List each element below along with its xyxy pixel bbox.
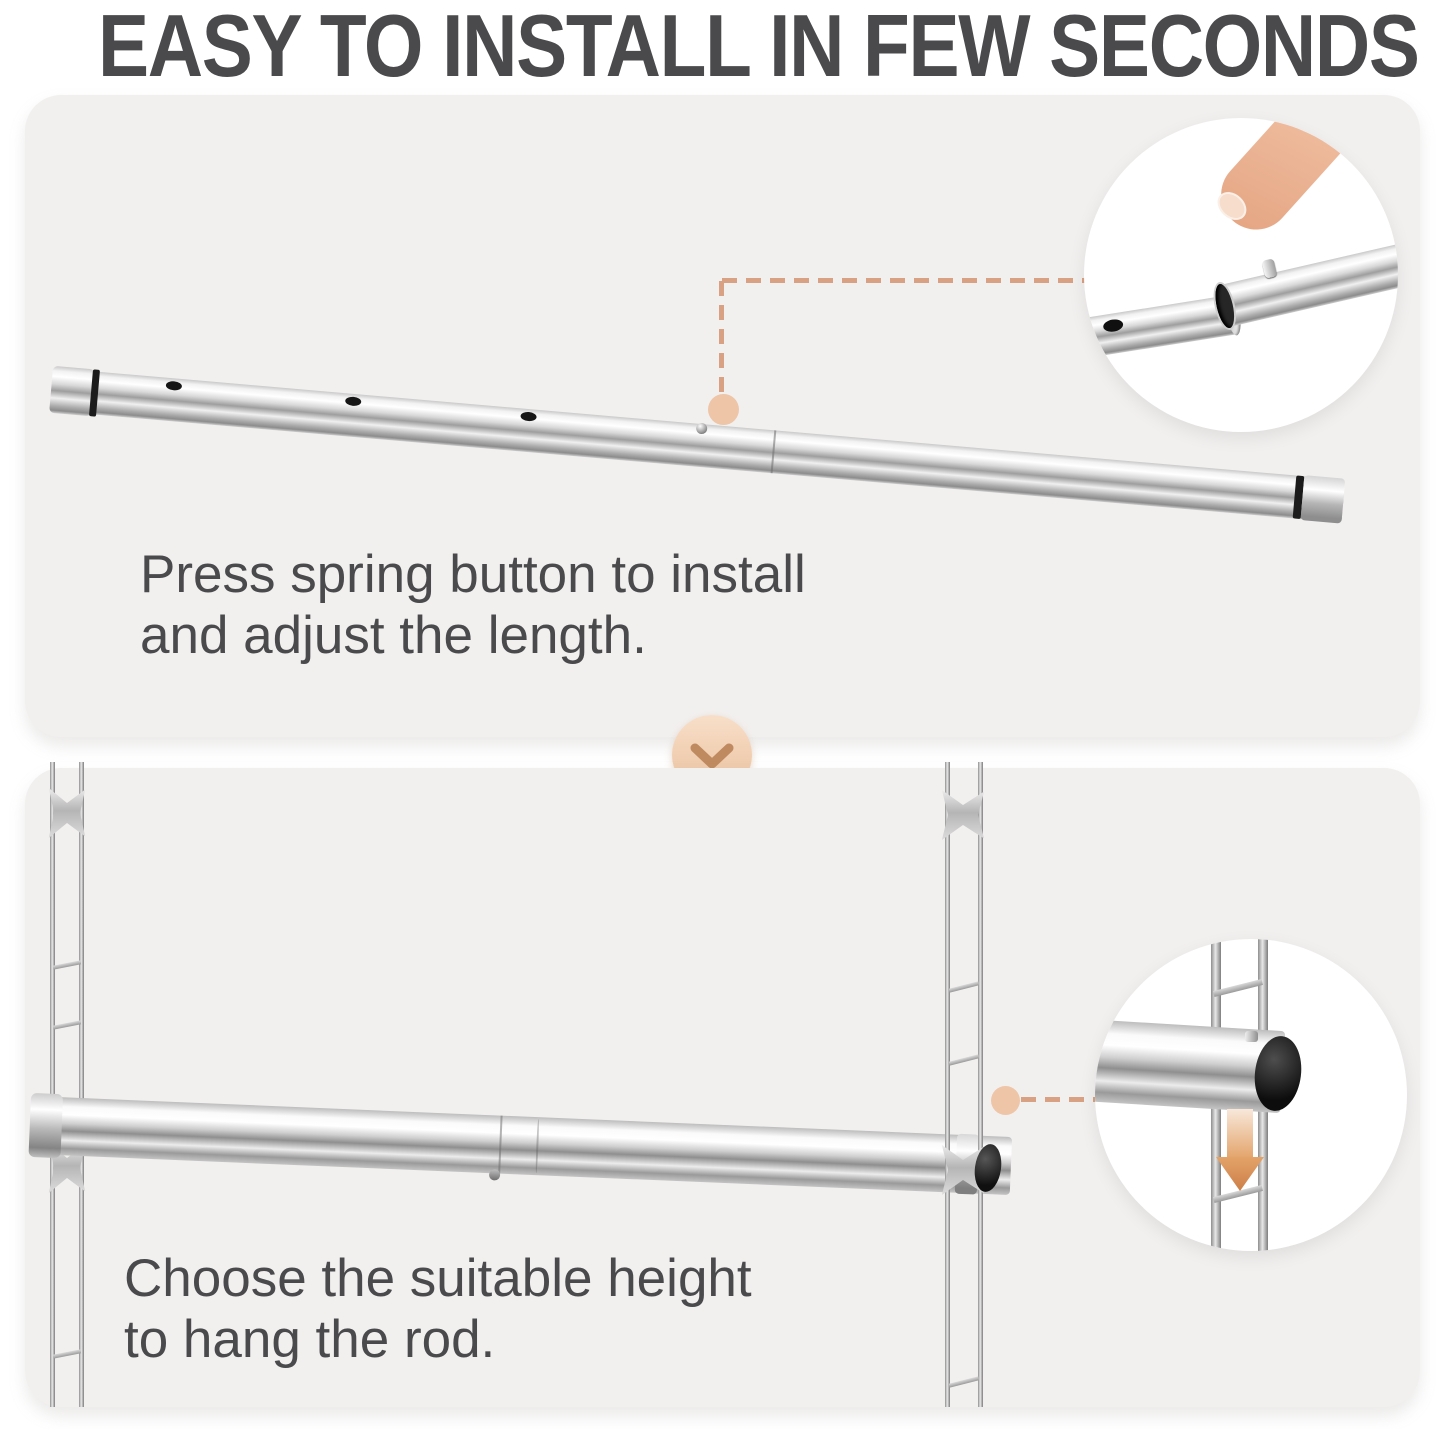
step1-caption-line2: and adjust the length. bbox=[140, 606, 647, 665]
step1-caption-line1: Press spring button to install bbox=[140, 545, 806, 604]
callout-dot bbox=[991, 1086, 1020, 1115]
step2-inset-circle bbox=[1095, 939, 1407, 1251]
rod-telescope-joint bbox=[771, 430, 777, 473]
wire-upright-right bbox=[941, 762, 985, 1407]
step2-caption bbox=[124, 1248, 752, 1370]
tube-overlap-seam bbox=[535, 1119, 539, 1173]
upright-rail bbox=[945, 762, 950, 1407]
rod-right-cap bbox=[1301, 475, 1346, 523]
rod-adjustment-hole bbox=[345, 396, 362, 406]
upright-rung bbox=[53, 1020, 81, 1029]
upright-rung bbox=[53, 960, 81, 969]
page-title: EASY TO INSTALL IN FEW SECONDS bbox=[98, 0, 1419, 95]
rod-telescope-joint bbox=[498, 1116, 502, 1174]
step2-caption-line2: to hang the rod. bbox=[124, 1310, 496, 1369]
spring-pin bbox=[1262, 258, 1278, 278]
callout-dot bbox=[708, 394, 739, 425]
tube-hole bbox=[1102, 318, 1124, 333]
upright-rung bbox=[949, 981, 979, 992]
upright-rail bbox=[79, 762, 84, 1407]
upright-rail bbox=[50, 762, 55, 1407]
wire-upright-left bbox=[48, 762, 86, 1407]
rod-adjustment-hole bbox=[166, 381, 183, 391]
step1-caption bbox=[140, 544, 806, 666]
upright-rail bbox=[978, 762, 983, 1407]
step1-inset-circle bbox=[1084, 118, 1398, 432]
upright-rung bbox=[949, 1376, 979, 1387]
upright-rung bbox=[53, 1349, 81, 1358]
upright-rung bbox=[949, 1054, 979, 1065]
spring-button bbox=[696, 423, 708, 435]
callout-line-horizontal bbox=[722, 278, 1088, 283]
spring-pin bbox=[1245, 1031, 1258, 1042]
step2-caption-line1: Choose the suitable height bbox=[124, 1249, 752, 1308]
rod-left-cap bbox=[49, 366, 95, 416]
rod-adjustment-hole bbox=[520, 411, 537, 421]
rod-left-ferrule bbox=[28, 1093, 63, 1158]
callout-line-vertical bbox=[719, 281, 724, 395]
rod-tube-right bbox=[1214, 235, 1398, 329]
down-arrow-shaft bbox=[1227, 1109, 1253, 1159]
callout-line-horizontal bbox=[1021, 1097, 1095, 1102]
